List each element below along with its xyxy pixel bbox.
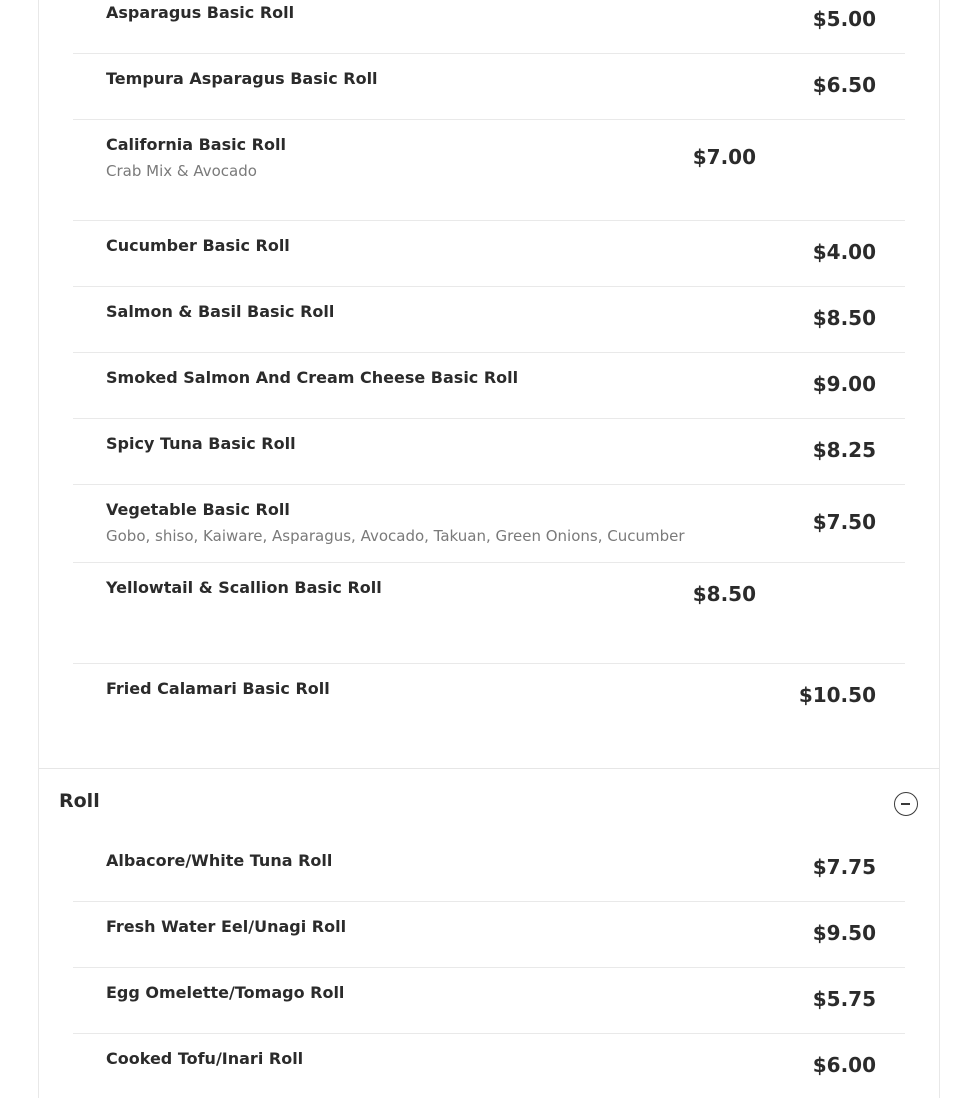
item-price: $8.50 [692, 582, 756, 606]
section-title-roll: Roll [59, 790, 100, 812]
menu-item-smoked-salmon-cream-cheese-basic-roll[interactable] [73, 353, 905, 419]
minus-glyph [901, 803, 910, 805]
item-price: $10.50 [798, 683, 876, 707]
item-name: California Basic Roll [106, 135, 286, 154]
item-price: $8.25 [812, 438, 876, 462]
item-name: Fried Calamari Basic Roll [106, 679, 330, 698]
item-price: $9.50 [812, 921, 876, 945]
item-name: Spicy Tuna Basic Roll [106, 434, 296, 453]
item-price: $9.00 [812, 372, 876, 396]
item-name: Salmon & Basil Basic Roll [106, 302, 335, 321]
item-name: Yellowtail & Scallion Basic Roll [106, 578, 382, 597]
item-name: Egg Omelette/Tomago Roll [106, 983, 345, 1002]
menu-item-salmon-basil-basic-roll[interactable] [73, 287, 905, 353]
item-price: $7.75 [812, 855, 876, 879]
menu-item-yellowtail-scallion-basic-roll[interactable] [73, 563, 905, 664]
item-price: $8.50 [812, 306, 876, 330]
item-price: $7.00 [692, 145, 756, 169]
item-description: Crab Mix & Avocado [106, 162, 257, 180]
item-name: Cooked Tofu/Inari Roll [106, 1049, 304, 1068]
menu-item-spicy-tuna-basic-roll[interactable] [73, 419, 905, 485]
minus-circle-icon[interactable] [894, 792, 918, 816]
menu-item-cooked-tofu-inari-roll[interactable] [73, 1034, 905, 1100]
item-name: Smoked Salmon And Cream Cheese Basic Roll [106, 368, 519, 387]
item-name: Cucumber Basic Roll [106, 236, 290, 255]
menu-item-fresh-water-eel-unagi-roll[interactable] [73, 902, 905, 968]
menu-item-fried-calamari-basic-roll[interactable] [73, 664, 905, 768]
item-price: $6.00 [812, 1053, 876, 1077]
item-price: $5.75 [812, 987, 876, 1011]
menu-item-tempura-asparagus-basic-roll[interactable] [73, 54, 905, 120]
item-description: Gobo, shiso, Kaiware, Asparagus, Avocado, Takuan, Green Onions, Cucumber [106, 527, 685, 545]
item-name: Tempura Asparagus Basic Roll [106, 69, 378, 88]
menu-item-california-basic-roll[interactable] [73, 120, 905, 221]
menu-item-egg-omelette-tomago-roll[interactable] [73, 968, 905, 1034]
menu-item-vegetable-basic-roll[interactable] [73, 485, 905, 563]
item-name: Vegetable Basic Roll [106, 500, 290, 519]
menu-item-albacore-white-tuna-roll[interactable] [73, 836, 905, 902]
item-price: $4.00 [812, 240, 876, 264]
item-price: $7.50 [812, 510, 876, 534]
section-divider [39, 768, 939, 769]
item-name: Fresh Water Eel/Unagi Roll [106, 917, 347, 936]
menu-card [38, 0, 940, 1098]
menu-item-cucumber-basic-roll[interactable] [73, 221, 905, 287]
item-price: $6.50 [812, 73, 876, 97]
item-name: Asparagus Basic Roll [106, 3, 295, 22]
item-price: $5.00 [812, 7, 876, 31]
menu-item-asparagus-basic-roll[interactable] [73, 0, 905, 54]
item-name: Albacore/White Tuna Roll [106, 851, 333, 870]
